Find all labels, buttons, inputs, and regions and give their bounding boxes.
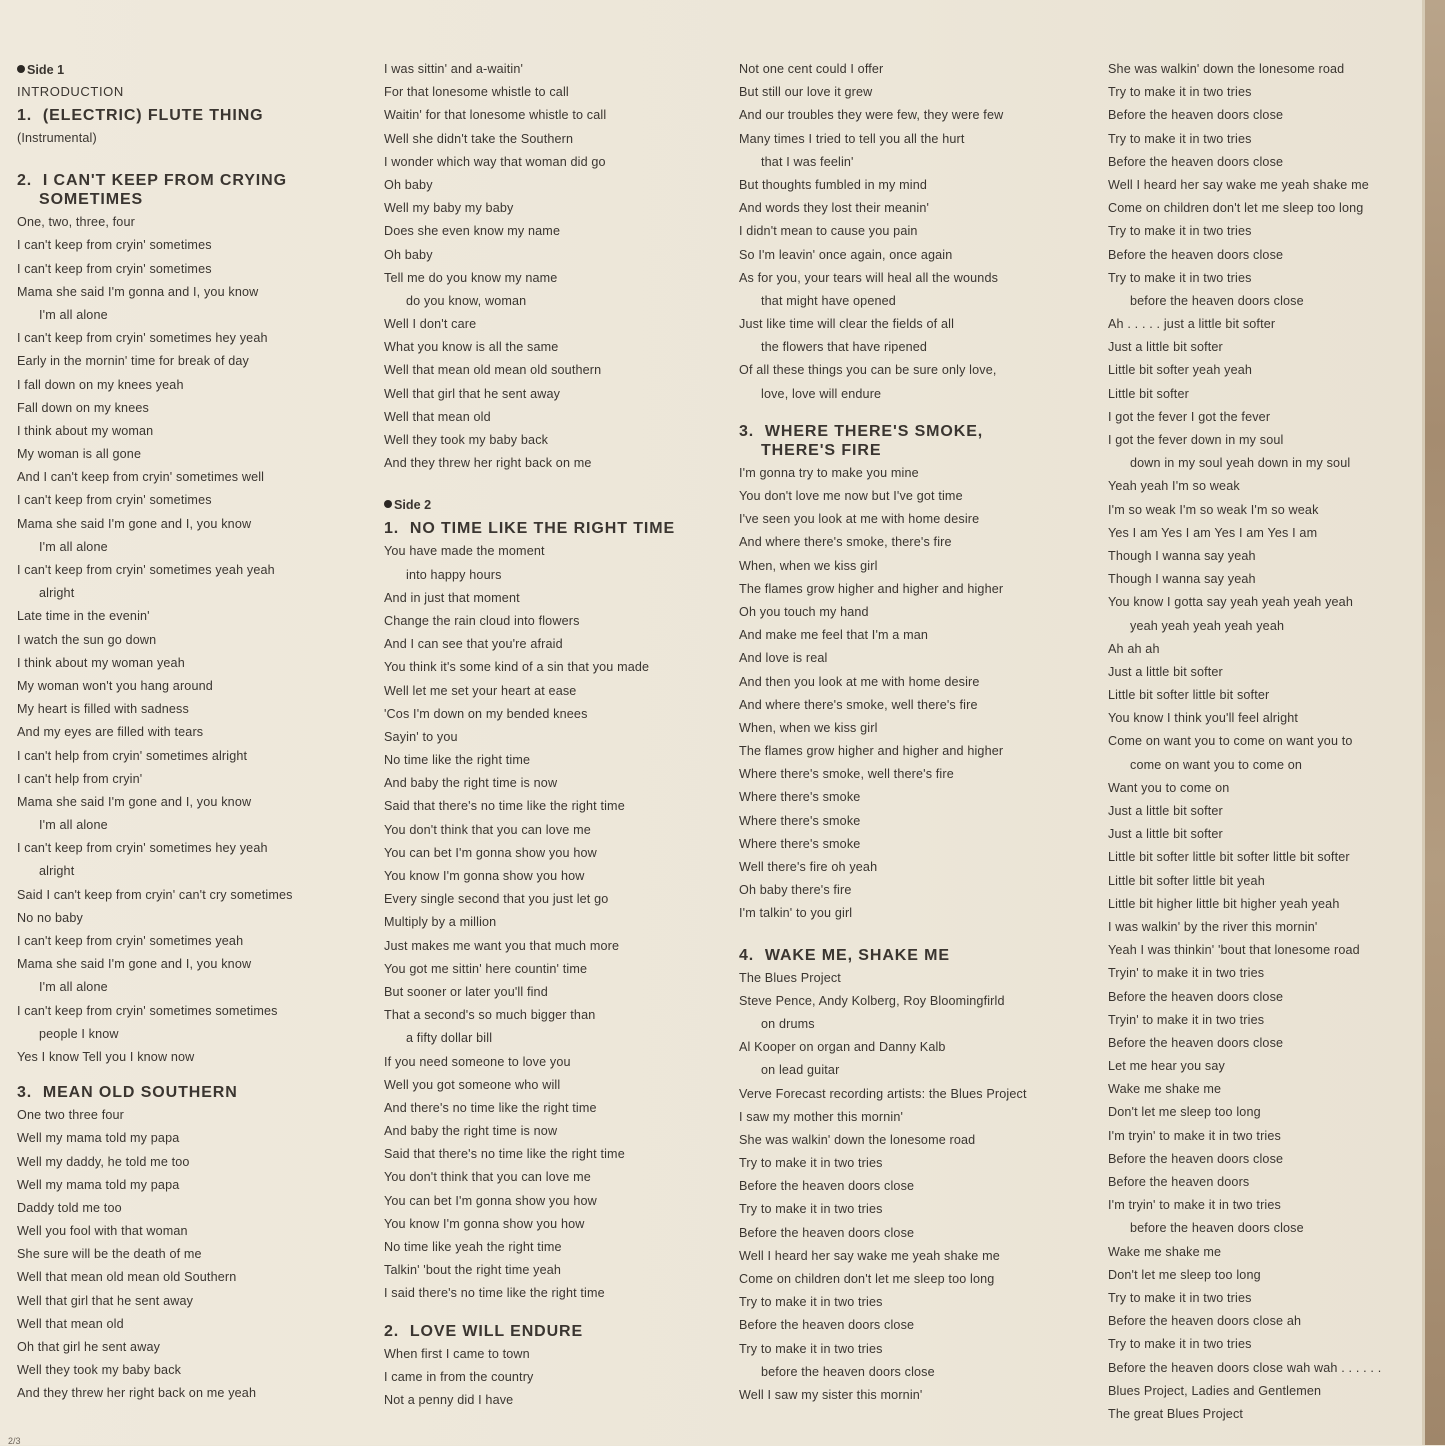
lyric-line: come on want you to come on <box>1130 757 1303 772</box>
lyric-line: Before the heaven doors close <box>1108 154 1284 169</box>
lyric-line: I'm all alone <box>39 980 108 995</box>
lyric-line: My woman is all gone <box>17 447 142 462</box>
lyric-line: Come on want you to come on want you to <box>1108 734 1353 749</box>
lyric-line: Try to make it in two tries <box>739 1295 883 1310</box>
lyric-line: Well that girl that he sent away <box>17 1293 194 1308</box>
lyric-line: Little bit higher little bit higher yeah yeah <box>1108 896 1340 911</box>
lyric-line: Well she didn't take the Southern <box>384 131 574 146</box>
lyric-line: I'm all alone <box>39 307 108 322</box>
lyric-line: I'm all alone <box>39 818 108 833</box>
lyric-line: Said that there's no time like the right time <box>384 799 625 814</box>
lyric-line: And love is real <box>739 651 828 666</box>
lyric-line: Multiply by a million <box>384 915 497 930</box>
lyric-line: I was walkin' by the river this mornin' <box>1108 919 1318 934</box>
lyric-line: down in my soul yeah down in my soul <box>1130 456 1351 471</box>
lyric-line: Oh that girl he sent away <box>17 1340 161 1354</box>
lyrics-block <box>739 967 1084 1408</box>
lyric-line: Come on children don't let me sleep too long <box>739 1272 995 1286</box>
lyric-line: Before the heaven doors close <box>739 1225 915 1240</box>
lyric-line: Does she even know my name <box>384 224 561 239</box>
lyric-line: Blues Project, Ladies and Gentlemen <box>1108 1383 1322 1398</box>
lyric-line: people I know <box>39 1026 119 1041</box>
lyric-line: But sooner or later you'll find <box>384 984 548 999</box>
lyric-line: Well my mama told my papa <box>17 1131 180 1146</box>
lyric-line: alright <box>39 586 75 601</box>
lyric-line: Well that mean old mean old southern <box>384 363 602 378</box>
lyric-line: the flowers that have ripened <box>761 340 928 355</box>
lyric-line: Yeah yeah I'm so weak <box>1108 479 1240 494</box>
lyric-line: before the heaven doors close <box>1130 293 1304 308</box>
lyric-line: You don't love me now but I've got time <box>739 489 963 503</box>
lyric-line: Try to make it in two tries <box>1108 1337 1252 1352</box>
lyric-line: into happy hours <box>406 567 502 582</box>
lyric-line: You have made the moment <box>384 544 545 559</box>
lyric-line: And I can't keep from cryin' sometimes well <box>17 470 265 485</box>
lyric-line: Well my daddy, he told me too <box>17 1154 190 1169</box>
lyric-line: I can't keep from cryin' sometimes yeah yeah <box>17 563 275 577</box>
lyric-line: Before the heaven doors close <box>1108 1151 1284 1166</box>
lyric-line: Well you got someone who will <box>384 1077 561 1092</box>
lyric-line: Mama she said I'm gone and I, you know <box>17 794 252 809</box>
lyric-line: Just a little bit softer <box>1108 340 1223 355</box>
lyric-line: I'm tryin' to make it in two tries <box>1108 1128 1281 1143</box>
lyric-line: And where there's smoke, well there's fire <box>739 697 978 712</box>
lyric-line: Try to make it in two tries <box>1108 224 1252 239</box>
lyric-line: Where there's smoke, well there's fire <box>739 767 954 782</box>
lyric-line: Tryin' to make it in two tries <box>1108 966 1265 981</box>
lyric-line: She sure will be the death of me <box>17 1247 202 1262</box>
lyric-line: Before the heaven doors close wah wah . . . . . . <box>1108 1360 1382 1375</box>
lyric-line: Yeah I was thinkin' 'bout that lonesome road <box>1108 943 1360 958</box>
lyric-line: Verve Forecast recording artists: the Blues Project <box>739 1086 1027 1101</box>
lyric-line: For that lonesome whistle to call <box>384 85 569 100</box>
lyric-line: When first I came to town <box>384 1346 530 1361</box>
lyric-line: Fall down on my knees <box>17 400 149 415</box>
lyric-line: You know I'm gonna show you how <box>384 1216 585 1231</box>
lyric-line: Just a little bit softer <box>1108 827 1223 842</box>
lyric-line: And my eyes are filled with tears <box>17 725 204 740</box>
lyric-line: before the heaven doors close <box>761 1364 935 1379</box>
page-number: 2/3 <box>8 1436 21 1446</box>
lyric-line: I can't keep from cryin' sometimes yeah <box>17 934 244 948</box>
lyric-line: Well I heard her say wake me yeah shake me <box>739 1248 1000 1263</box>
lyric-line: And baby the right time is now <box>384 1124 558 1139</box>
song-title: 3. WHERE THERE'S SMOKE, THERE'S FIRE <box>739 422 984 459</box>
lyric-line: Little bit softer <box>1108 386 1189 401</box>
lyric-line: I'm all alone <box>39 539 108 554</box>
lyric-line: I fall down on my knees yeah <box>17 377 184 392</box>
lyric-line: Every single second that you just let go <box>384 892 609 907</box>
lyric-line: If you need someone to love you <box>384 1054 571 1069</box>
lyric-line: Well my mama told my papa <box>17 1177 180 1192</box>
lyric-line: Well I don't care <box>384 317 477 332</box>
song-note: (Instrumental) <box>17 131 97 145</box>
lyric-line: Oh baby there's fire <box>739 883 852 898</box>
lyric-line: Yes I am Yes I am Yes I am Yes I am <box>1108 525 1318 540</box>
lyric-line: I can't keep from cryin' sometimes <box>17 493 212 508</box>
lyric-line: a fifty dollar bill <box>406 1031 493 1046</box>
lyric-line: You think it's some kind of a sin that you made <box>384 660 650 675</box>
lyric-line: I said there's no time like the right time <box>384 1286 605 1301</box>
lyric-line: I watch the sun go down <box>17 632 157 647</box>
lyric-line: Wake me shake me <box>1108 1082 1222 1097</box>
lyric-line: Before the heaven doors close ah <box>1108 1314 1302 1329</box>
lyric-line: Want you to come on <box>1108 780 1230 795</box>
lyric-line: Just like time will clear the fields of all <box>739 317 955 332</box>
song-title: 2. LOVE WILL ENDURE <box>384 1322 584 1340</box>
lyric-line: I saw my mother this mornin' <box>739 1109 904 1124</box>
lyric-line: You don't think that you can love me <box>384 1170 591 1185</box>
lyric-line: Well you fool with that woman <box>17 1224 188 1239</box>
lyric-line: Oh baby <box>384 177 433 192</box>
lyric-line: Well that girl that he sent away <box>384 386 561 401</box>
lyrics-block <box>1108 58 1445 1426</box>
lyric-line: Well that mean old <box>384 409 491 424</box>
lyrics-block <box>739 462 1084 926</box>
lyric-line: And they threw her right back on me yeah <box>17 1386 257 1401</box>
lyric-line: As for you, your tears will heal all the wounds <box>739 270 999 285</box>
song-title: 2. I CAN'T KEEP FROM CRYING SOMETIMES <box>17 172 287 209</box>
lyric-line: I can't help from cryin' sometimes alright <box>17 748 248 763</box>
lyric-line: And baby the right time is now <box>384 776 558 791</box>
lyric-line: Come on children don't let me sleep too long <box>1108 201 1364 216</box>
introduction-label: INTRODUCTION <box>17 84 124 99</box>
lyric-line: And then you look at me with home desire <box>739 674 980 689</box>
bullet-icon <box>384 500 392 508</box>
lyric-line: alright <box>39 864 75 879</box>
lyric-line: Try to make it in two tries <box>1108 131 1252 146</box>
lyric-line: Well my baby my baby <box>384 201 514 216</box>
lyric-line: Try to make it in two tries <box>1108 270 1252 285</box>
lyric-line: You know I gotta say yeah yeah yeah yeah <box>1108 595 1353 610</box>
lyric-line: The Blues Project <box>739 970 841 985</box>
lyric-line: Well I heard her say wake me yeah shake me <box>1108 177 1369 192</box>
lyric-line: Tryin' to make it in two tries <box>1108 1012 1265 1027</box>
lyric-line: on drums <box>761 1016 815 1031</box>
lyric-line: I can't keep from cryin' sometimes hey yeah <box>17 331 268 346</box>
lyric-line: yeah yeah yeah yeah yeah <box>1130 618 1285 633</box>
lyric-line: And there's no time like the right time <box>384 1100 597 1115</box>
lyric-line: Before the heaven doors close <box>1108 989 1284 1004</box>
lyric-line: Of all these things you can be sure only love, <box>739 363 997 378</box>
lyric-line: What you know is all the same <box>384 340 559 355</box>
lyric-line: I've seen you look at me with home desire <box>739 512 980 527</box>
lyric-line: Oh baby <box>384 247 433 262</box>
lyric-line: I can't keep from cryin' sometimes hey yeah <box>17 841 268 856</box>
lyric-line: And make me feel that I'm a man <box>739 628 929 643</box>
lyric-line: But still our love it grew <box>739 85 873 100</box>
lyric-line: Well there's fire oh yeah <box>739 860 878 874</box>
lyric-line: Late time in the evenin' <box>17 609 150 624</box>
lyric-line: before the heaven doors close <box>1130 1221 1304 1236</box>
lyrics-block <box>17 211 362 1069</box>
lyric-line: Try to make it in two tries <box>739 1202 883 1217</box>
song-title: 1. NO TIME LIKE THE RIGHT TIME <box>384 520 676 538</box>
lyric-line: I didn't mean to cause you pain <box>739 224 918 239</box>
lyric-line: I can't keep from cryin' sometimes <box>17 238 212 253</box>
lyric-line: Mama she said I'm gone and I, you know <box>17 516 252 531</box>
lyric-line: Little bit softer little bit yeah <box>1108 873 1265 888</box>
lyric-line: Before the heaven doors close <box>1108 108 1284 123</box>
lyric-line: I'm talkin' to you girl <box>739 906 853 921</box>
lyric-line: I came in from the country <box>384 1369 534 1384</box>
lyrics-block <box>384 58 729 475</box>
lyric-line: You know I'm gonna show you how <box>384 869 585 883</box>
lyric-line: The great Blues Project <box>1108 1406 1244 1421</box>
lyric-line: When, when we kiss girl <box>739 720 878 735</box>
lyric-line: The flames grow higher and higher and higher <box>739 581 1004 596</box>
lyric-line: Early in the mornin' time for break of day <box>17 354 249 369</box>
lyric-line: Well that mean old mean old Southern <box>17 1270 237 1285</box>
lyric-line: You know I think you'll feel alright <box>1108 711 1299 726</box>
lyric-line: Try to make it in two tries <box>1108 85 1252 100</box>
lyric-line: Well they took my baby back <box>17 1363 182 1378</box>
lyric-line: Not a penny did I have <box>384 1392 514 1407</box>
lyric-line: So I'm leavin' once again, once again <box>739 247 953 262</box>
lyric-line: No no baby <box>17 910 83 925</box>
column-2 <box>384 58 729 1412</box>
lyric-line: Little bit softer little bit softer <box>1108 688 1270 703</box>
lyric-line: You don't think that you can love me <box>384 822 591 837</box>
lyric-line: I can't keep from cryin' sometimes sometimes <box>17 1003 278 1018</box>
lyric-line: Just makes me want you that much more <box>384 938 620 953</box>
lyric-line: I'm tryin' to make it in two tries <box>1108 1198 1281 1213</box>
lyric-line: Said I can't keep from cryin' can't cry sometimes <box>17 887 293 902</box>
side-heading: Side 1 <box>17 60 362 80</box>
lyric-line: And where there's smoke, there's fire <box>739 535 952 550</box>
lyric-line: Ah . . . . . just a little bit softer <box>1108 317 1276 332</box>
lyric-line: Oh you touch my hand <box>739 604 869 619</box>
lyric-line: Don't let me sleep too long <box>1108 1105 1261 1120</box>
lyric-line: She was walkin' down the lonesome road <box>1108 62 1345 76</box>
lyric-line: Mama she said I'm gone and I, you know <box>17 957 252 972</box>
lyric-line: You got me sittin' here countin' time <box>384 961 588 976</box>
lyric-line: I'm gonna try to make you mine <box>739 465 919 480</box>
lyric-line: Try to make it in two tries <box>739 1156 883 1171</box>
lyric-line: I got the fever I got the fever <box>1108 409 1271 424</box>
lyric-line: That a second's so much bigger than <box>384 1008 596 1023</box>
lyric-line: Let me hear you say <box>1108 1059 1225 1074</box>
lyric-line: Where there's smoke <box>739 836 861 851</box>
lyric-line: Before the heaven doors close <box>1108 1035 1284 1050</box>
song-title: 3. MEAN OLD SOUTHERN <box>17 1084 238 1102</box>
lyric-line: Before the heaven doors close <box>739 1179 915 1194</box>
lyric-line: One two three four <box>17 1108 125 1123</box>
lyrics-block <box>384 540 729 1305</box>
lyric-line: She was walkin' down the lonesome road <box>739 1132 976 1147</box>
lyric-line: I'm so weak I'm so weak I'm so weak <box>1108 502 1319 517</box>
lyrics-block <box>17 1104 362 1405</box>
lyric-line: No time like yeah the right time <box>384 1240 562 1254</box>
lyric-line: do you know, woman <box>406 293 527 308</box>
lyric-line: You can bet I'm gonna show you how <box>384 1193 597 1208</box>
lyric-line: The flames grow higher and higher and higher <box>739 744 1004 759</box>
lyric-line: Don't let me sleep too long <box>1108 1267 1261 1282</box>
lyric-line: I can't keep from cryin' sometimes <box>17 261 212 276</box>
lyric-line: Just a little bit softer <box>1108 664 1223 679</box>
lyric-line: 'Cos I'm down on my bended knees <box>384 706 588 721</box>
column-4 <box>1108 58 1445 1426</box>
lyric-line: Though I wanna say yeah <box>1108 548 1256 563</box>
lyric-line: My woman won't you hang around <box>17 678 213 693</box>
lyric-line: And I can see that you're afraid <box>384 637 563 652</box>
lyrics-block <box>739 58 1084 406</box>
lyric-line: Where there's smoke <box>739 790 861 805</box>
song-title: 1. (ELECTRIC) FLUTE THING <box>17 107 264 124</box>
lyric-line: I can't help from cryin' <box>17 771 143 786</box>
lyric-line: And our troubles they were few, they were few <box>739 108 1004 123</box>
lyric-line: Try to make it in two tries <box>739 1341 883 1356</box>
lyric-line: One, two, three, four <box>17 215 135 230</box>
lyric-line: on lead guitar <box>761 1063 840 1078</box>
lyric-line: Tell me do you know my name <box>384 270 558 285</box>
lyric-line: Try to make it in two tries <box>1108 1290 1252 1305</box>
lyric-line: And in just that moment <box>384 590 520 605</box>
lyric-line: Change the rain cloud into flowers <box>384 613 580 628</box>
lyric-line: I got the fever down in my soul <box>1108 433 1284 447</box>
lyric-line: Mama she said I'm gonna and I, you know <box>17 284 259 299</box>
lyric-line: I think about my woman <box>17 423 154 438</box>
lyric-line: No time like the right time <box>384 753 531 768</box>
lyric-line: Well I saw my sister this mornin' <box>739 1387 923 1402</box>
lyric-line: Al Kooper on organ and Danny Kalb <box>739 1040 946 1055</box>
lyric-line: Sayin' to you <box>384 729 458 744</box>
lyric-line: that might have opened <box>761 293 896 308</box>
lyric-line: Not one cent could I offer <box>739 62 884 76</box>
lyric-line: Just a little bit softer <box>1108 804 1223 818</box>
lyric-line: Talkin' 'bout the right time yeah <box>384 1263 562 1278</box>
lyric-line: Wake me shake me <box>1108 1244 1222 1259</box>
lyric-line: And they threw her right back on me <box>384 456 592 471</box>
lyric-line: And words they lost their meanin' <box>739 201 930 216</box>
lyric-line: I was sittin' and a-waitin' <box>384 62 524 76</box>
lyric-line: Many times I tried to tell you all the hurt <box>739 131 965 146</box>
lyric-line: Waitin' for that lonesome whistle to call <box>384 108 607 123</box>
lyric-line: I wonder which way that woman did go <box>384 154 606 169</box>
lyric-line: Steve Pence, Andy Kolberg, Roy Bloomingfirld <box>739 993 1005 1008</box>
lyric-line: Said that there's no time like the right time <box>384 1147 625 1162</box>
side-heading: Side 2 <box>384 495 729 515</box>
column-1 <box>17 58 362 1406</box>
lyric-line: Before the heaven doors close <box>739 1318 915 1333</box>
lyric-line: When, when we kiss girl <box>739 558 878 573</box>
lyric-line: Well that mean old <box>17 1316 124 1331</box>
lyric-line: Though I wanna say yeah <box>1108 572 1256 587</box>
lyric-line: Yes I know Tell you I know now <box>17 1049 195 1064</box>
lyrics-block <box>384 1343 729 1413</box>
lyric-line: My heart is filled with sadness <box>17 702 189 717</box>
lyric-line: Before the heaven doors <box>1108 1175 1250 1189</box>
lyric-line: Before the heaven doors close <box>1108 247 1284 262</box>
lyric-line: Little bit softer little bit softer little bit softer <box>1108 850 1350 865</box>
lyric-line: But thoughts fumbled in my mind <box>739 177 928 192</box>
lyric-line: Ah ah ah <box>1108 641 1160 656</box>
lyric-line: Daddy told me too <box>17 1200 122 1215</box>
lyric-line: Well let me set your heart at ease <box>384 683 577 698</box>
lyric-line: I think about my woman yeah <box>17 655 185 670</box>
lyric-line: Where there's smoke <box>739 813 861 828</box>
lyric-line: Well they took my baby back <box>384 433 549 447</box>
lyric-line: Little bit softer yeah yeah <box>1108 363 1253 378</box>
song-title: 4. WAKE ME, SHAKE ME <box>739 946 950 964</box>
bullet-icon <box>17 65 25 73</box>
lyric-line: love, love will endure <box>761 386 882 401</box>
column-3 <box>739 58 1084 1407</box>
lyric-line: that I was feelin' <box>761 154 854 169</box>
lyric-line: You can bet I'm gonna show you how <box>384 845 597 860</box>
